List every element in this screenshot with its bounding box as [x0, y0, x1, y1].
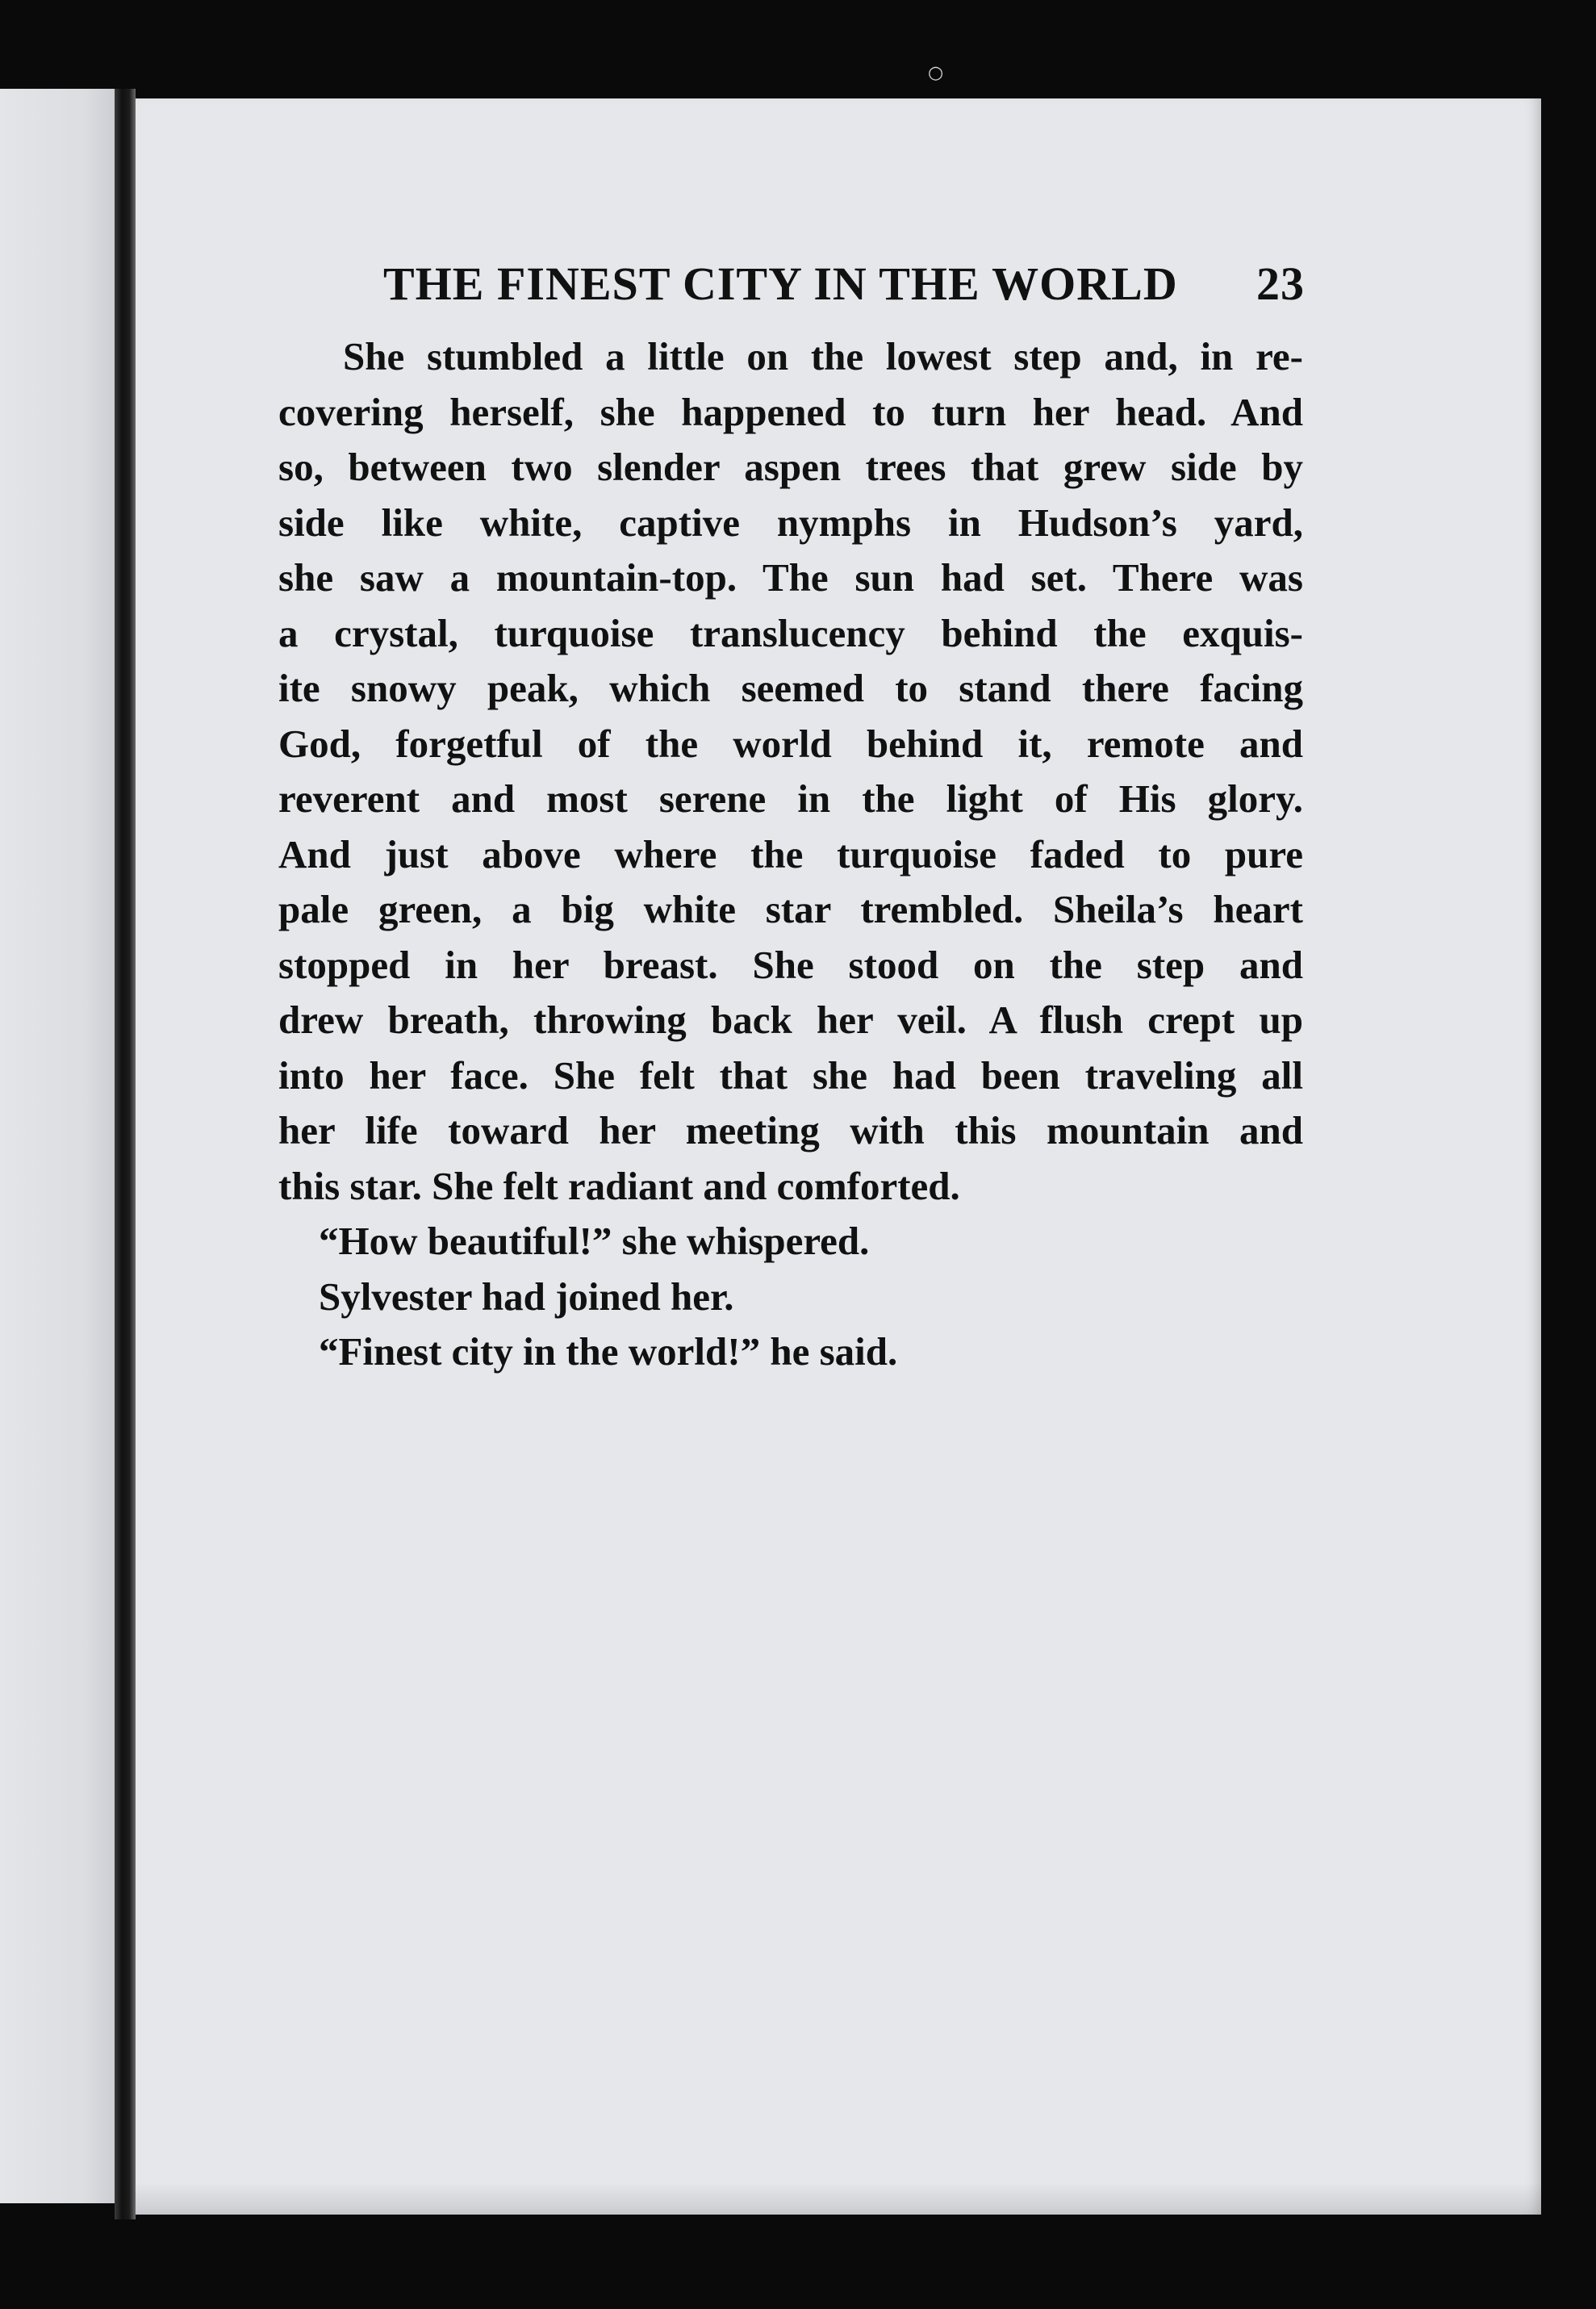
page-number: 23: [1256, 257, 1305, 310]
dialogue-line: “How beautiful!” she whispered.: [319, 1219, 870, 1263]
text-line: reverent and most serene in the light of His glory.: [278, 776, 1303, 821]
text-line: a crystal, turquoise translucency behind the exquis-: [278, 610, 1303, 655]
dialogue-line: “Finest city in the world!” he said.: [319, 1329, 898, 1374]
text-line: she saw a mountain-top. The sun had set. There was: [278, 555, 1303, 600]
text-line: drew breath, throwing back her veil. A flush crept up: [278, 998, 1303, 1042]
running-head: [383, 257, 1303, 311]
text-line: ite snowy peak, which seemed to stand there facing: [278, 666, 1303, 710]
text-line: into her face. She felt that she had been traveling all: [278, 1052, 1303, 1098]
text-line: side like white, captive nymphs in Hudson’s yard,: [278, 500, 1303, 545]
running-head-title: THE FINEST CITY IN THE WORLD: [383, 257, 1178, 310]
book-gutter: [115, 89, 136, 2219]
text-line: She stumbled a little on the lowest step and, in re-: [343, 334, 1303, 379]
text-line: stopped in her breast. She stood on the step and: [278, 942, 1303, 987]
text-line: God, forgetful of the world behind it, remote and: [278, 721, 1303, 766]
text-line: pale green, a big white star trembled. Sheila’s heart: [278, 887, 1303, 931]
text-line: Sylvester had joined her.: [319, 1274, 734, 1319]
text-line: so, between two slender aspen trees that grew side by: [278, 445, 1303, 489]
text-line: this star. She felt radiant and comforted.: [278, 1163, 960, 1208]
text-line: covering herself, she happened to turn her head. And: [278, 389, 1303, 434]
text-line: her life toward her meeting with this mountain and: [278, 1108, 1303, 1152]
body-text: [278, 329, 1303, 1380]
text-line: And just above where the turquoise faded to pure: [278, 831, 1303, 876]
facing-page-edge: [0, 89, 121, 2203]
scan-speck: ○: [928, 63, 944, 83]
